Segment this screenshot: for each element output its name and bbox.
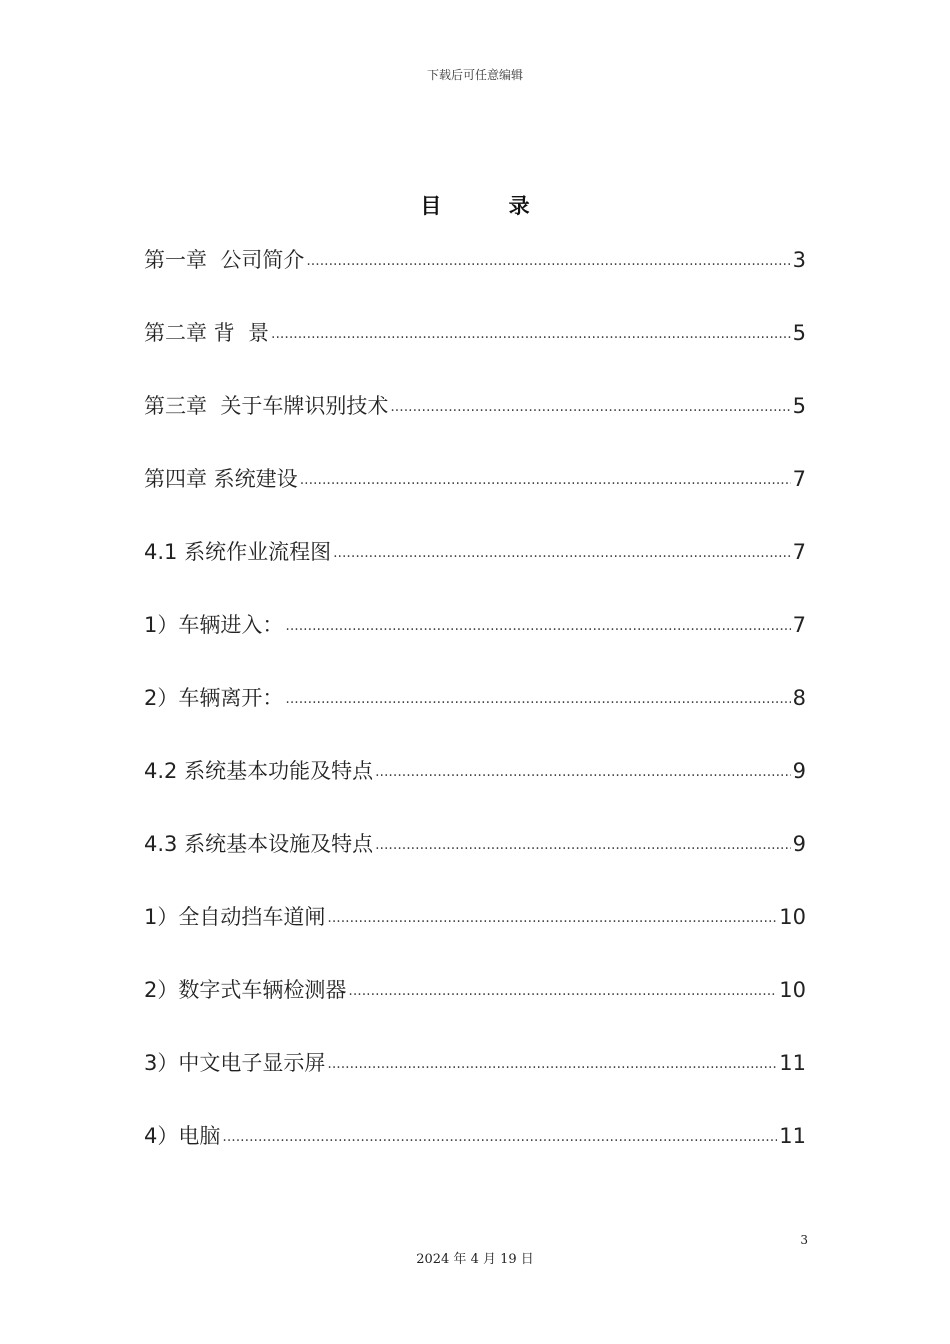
toc-entry-section-4-2[interactable] — [144, 755, 806, 828]
footer-date: 2024 年 4 月 19 日 — [416, 1252, 534, 1267]
toc-dot-leader — [375, 756, 791, 788]
toc-entry-page: 10 — [779, 978, 806, 1002]
toc-title: 目 录 — [420, 193, 560, 218]
toc-entry-page: 7 — [792, 613, 806, 637]
toc-entry-label: 4）电脑 — [144, 1124, 221, 1148]
toc-entry-chapter-1[interactable] — [144, 244, 806, 317]
toc-dot-leader — [222, 1121, 777, 1153]
toc-dot-leader — [271, 318, 791, 350]
table-of-contents — [144, 244, 806, 1193]
toc-entry-page: 7 — [792, 467, 806, 491]
toc-entry-label: 4.3 系统基本设施及特点 — [144, 832, 374, 856]
toc-entry-vehicle-exit[interactable] — [144, 682, 806, 755]
toc-entry-page: 11 — [779, 1124, 806, 1148]
toc-entry-chapter-4[interactable] — [144, 463, 806, 536]
toc-dot-leader — [285, 683, 790, 715]
toc-entry-page: 5 — [792, 321, 806, 345]
toc-entry-label: 2）数字式车辆检测器 — [144, 978, 347, 1002]
toc-dot-leader — [390, 391, 790, 423]
toc-entry-label: 4.1 系统作业流程图 — [144, 540, 332, 564]
toc-entry-label: 第三章 关于车牌识别技术 — [144, 394, 389, 418]
toc-dot-leader — [306, 245, 790, 277]
toc-entry-page: 9 — [792, 759, 806, 783]
toc-dot-leader — [348, 975, 777, 1007]
toc-entry-label: 第一章 公司简介 — [144, 248, 305, 272]
toc-entry-display-screen[interactable] — [144, 1047, 806, 1120]
toc-entry-page: 7 — [792, 540, 806, 564]
toc-entry-vehicle-detector[interactable] — [144, 974, 806, 1047]
toc-entry-section-4-3[interactable] — [144, 828, 806, 901]
toc-dot-leader — [300, 464, 791, 496]
toc-entry-page: 5 — [792, 394, 806, 418]
toc-dot-leader — [375, 829, 791, 861]
toc-entry-barrier-gate[interactable] — [144, 901, 806, 974]
toc-entry-label: 3）中文电子显示屏 — [144, 1051, 326, 1075]
toc-dot-leader — [327, 1048, 777, 1080]
toc-entry-label: 2）车辆离开： — [144, 686, 284, 710]
toc-entry-section-4-1[interactable] — [144, 536, 806, 609]
toc-entry-page: 3 — [792, 248, 806, 272]
toc-entry-label: 第二章 背 景 — [144, 321, 270, 345]
toc-entry-label: 1）车辆进入： — [144, 613, 284, 637]
toc-entry-page: 9 — [792, 832, 806, 856]
toc-dot-leader — [333, 537, 791, 569]
toc-entry-chapter-3[interactable] — [144, 390, 806, 463]
toc-entry-page: 10 — [779, 905, 806, 929]
toc-entry-page: 11 — [779, 1051, 806, 1075]
page-number: 3 — [800, 1233, 808, 1247]
toc-dot-leader — [327, 902, 777, 934]
toc-dot-leader — [285, 610, 790, 642]
toc-entry-computer[interactable] — [144, 1120, 806, 1193]
toc-entry-page: 8 — [792, 686, 806, 710]
toc-entry-label: 1）全自动挡车道闸 — [144, 905, 326, 929]
toc-entry-chapter-2[interactable] — [144, 317, 806, 390]
toc-entry-vehicle-entry[interactable] — [144, 609, 806, 682]
header-note: 下载后可任意编辑 — [426, 68, 523, 82]
toc-entry-label: 4.2 系统基本功能及特点 — [144, 759, 374, 783]
toc-entry-label: 第四章 系统建设 — [144, 467, 298, 491]
